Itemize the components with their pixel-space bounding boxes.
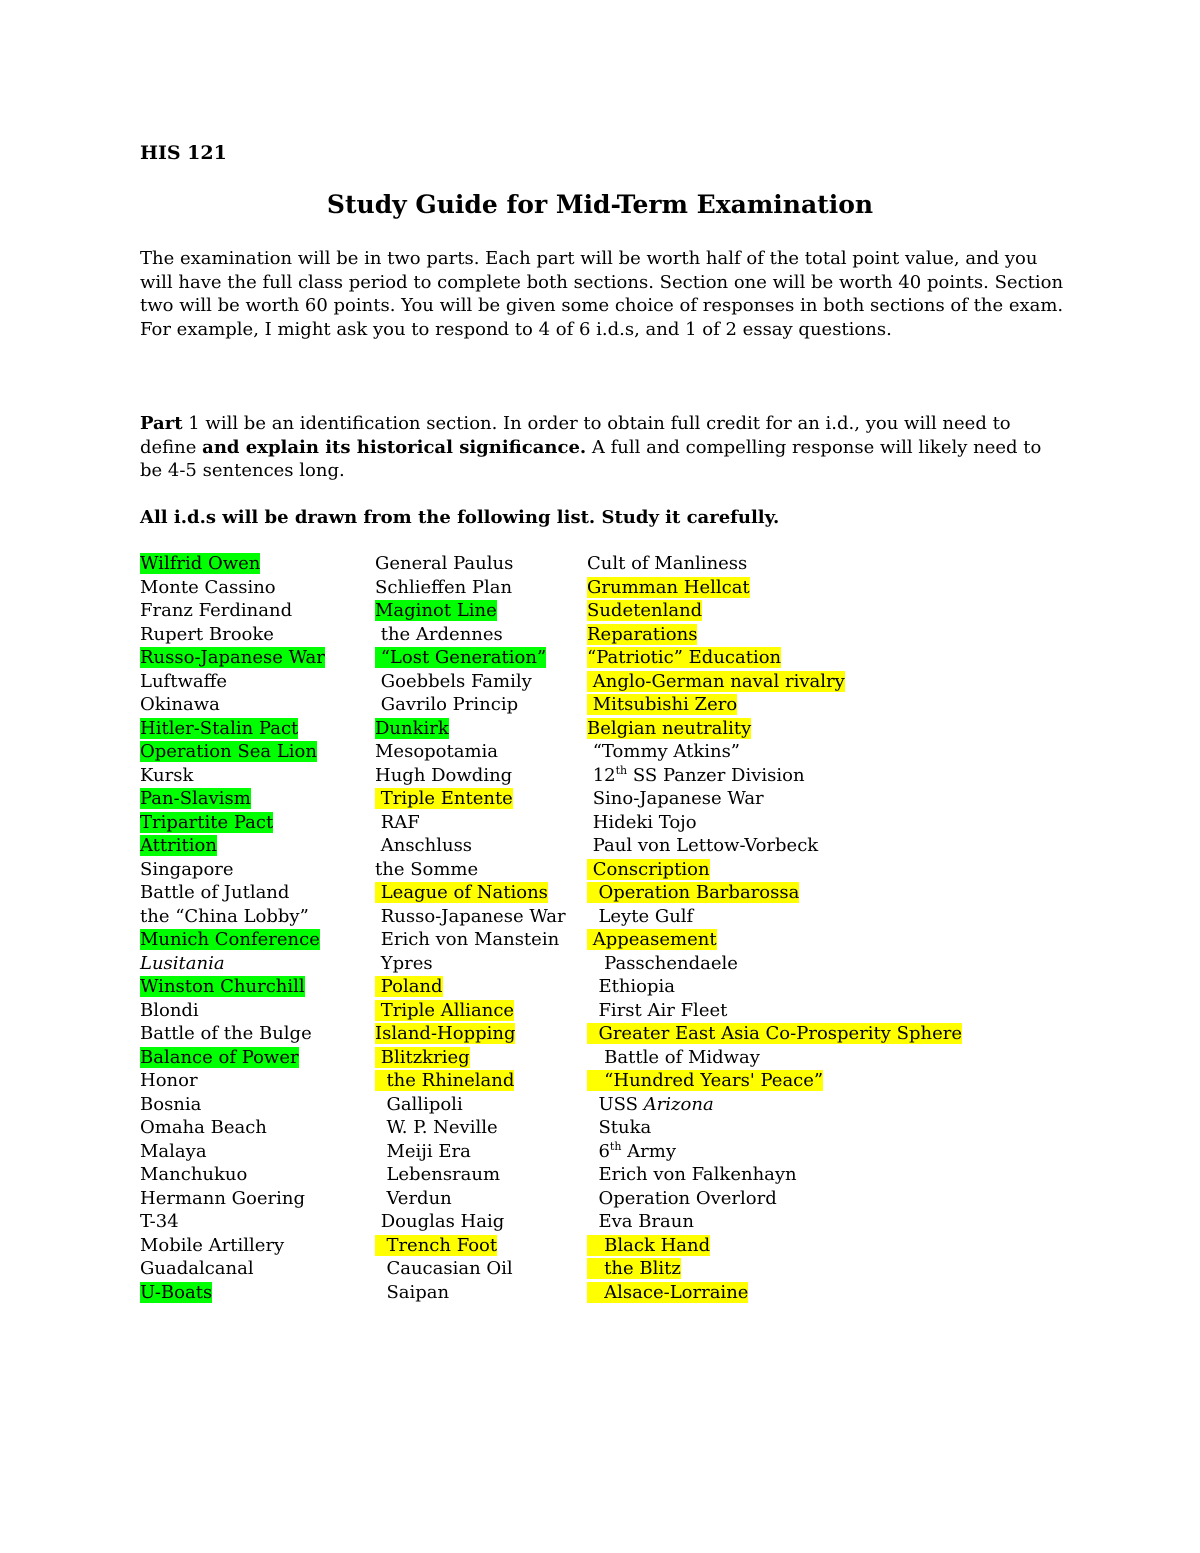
list-item xyxy=(587,1046,962,1070)
term-text: Sino-Japanese War xyxy=(587,788,764,809)
list-item xyxy=(140,999,325,1023)
list-item xyxy=(140,1234,325,1258)
term-text: Hideki Tojo xyxy=(587,811,697,833)
list-item xyxy=(587,858,962,882)
list-item xyxy=(140,1046,325,1070)
term-text xyxy=(587,1094,714,1115)
term-text: Douglas Haig xyxy=(375,1211,505,1232)
term-text: Guadalcanal xyxy=(140,1258,254,1279)
list-item xyxy=(375,764,566,788)
term-text: Blitzkrieg xyxy=(375,1046,470,1068)
term-text: Battle of Midway xyxy=(587,1046,760,1068)
list-item xyxy=(375,623,566,647)
list-item xyxy=(140,1093,325,1117)
term-text: Monte Cassino xyxy=(140,576,276,598)
list-item xyxy=(587,975,962,999)
term-text: Anschluss xyxy=(375,835,473,856)
term-text: Battle of Jutland xyxy=(140,882,290,903)
list-item xyxy=(140,1257,325,1281)
term-text: Hitler-Stalin Pact xyxy=(140,717,299,739)
term-text: Goebbels Family xyxy=(375,670,532,692)
term-text: Battle of the Bulge xyxy=(140,1023,312,1044)
term-text: Manchukuo xyxy=(140,1164,248,1185)
list-item xyxy=(140,858,325,882)
term-text: Hermann Goering xyxy=(140,1187,306,1209)
term-text: Verdun xyxy=(375,1187,452,1209)
term-text: Operation Barbarossa xyxy=(587,882,800,903)
list-item xyxy=(587,1140,962,1164)
term-text: Wilfrid Owen xyxy=(140,553,261,574)
term-text: Russo-Japanese War xyxy=(140,647,325,668)
term-text: Appeasement xyxy=(587,929,717,950)
term-text: Black Hand xyxy=(587,1234,711,1256)
term-text xyxy=(587,1141,676,1162)
term-prefix: USS xyxy=(587,1093,644,1115)
term-text: Saipan xyxy=(375,1281,450,1303)
term-text: Ypres xyxy=(375,952,433,974)
term-text: Trench Foot xyxy=(375,1234,498,1256)
list-item xyxy=(375,811,566,835)
list-item xyxy=(587,740,962,764)
list-item xyxy=(140,1210,325,1234)
term-text: Erich von Falkenhayn xyxy=(587,1164,797,1185)
intro-paragraph: The examination will be in two parts. Each part will be worth half of the total point value, and you will have the full class period to complete both sections. Section one will be worth 40 points. Section two will be worth 60 points. You will be given some choice of responses in both sections of the exam. For example, I might ask you to respond to 4 of 6 i.d.s, and 1 of 2 essay questions. xyxy=(140,248,1064,340)
list-item xyxy=(587,1116,962,1140)
term-text: the Somme xyxy=(375,858,479,880)
term-text: the Ardennes xyxy=(375,623,503,645)
list-item xyxy=(587,599,962,623)
term-text: Sudetenland xyxy=(587,600,703,621)
term-text: Pan-Slavism xyxy=(140,788,251,809)
list-item xyxy=(587,646,962,670)
term-text xyxy=(587,765,805,786)
list-item xyxy=(375,552,566,576)
list-item xyxy=(587,1257,962,1281)
list-item xyxy=(140,1163,325,1187)
list-item xyxy=(375,740,566,764)
list-item xyxy=(587,1234,962,1258)
list-item xyxy=(375,905,566,929)
list-item xyxy=(140,787,325,811)
list-item xyxy=(140,576,325,600)
term-text: Island-Hopping xyxy=(375,1023,516,1044)
list-item xyxy=(587,1210,962,1234)
term-superscript: th xyxy=(609,1139,622,1153)
term-text: Lebensraum xyxy=(375,1164,501,1185)
term-rest: Army xyxy=(621,1140,676,1162)
term-text: the Blitz xyxy=(587,1258,681,1279)
list-item xyxy=(587,881,962,905)
list-item xyxy=(375,1069,566,1093)
term-text: Franz Ferdinand xyxy=(140,600,293,621)
list-item xyxy=(375,787,566,811)
part1-text-b: A full and compelling response will likely need to be 4-5 sentences long. xyxy=(140,436,1042,481)
term-text: Triple Alliance xyxy=(375,999,515,1021)
list-item xyxy=(140,623,325,647)
term-text: General Paulus xyxy=(375,553,514,574)
list-item xyxy=(140,599,325,623)
term-text: Alsace-Lorraine xyxy=(587,1281,749,1303)
list-item xyxy=(375,599,566,623)
term-text: Luftwaffe xyxy=(140,670,228,692)
list-item xyxy=(587,717,962,741)
list-item xyxy=(375,1210,566,1234)
list-item xyxy=(587,623,962,647)
term-text: Stuka xyxy=(587,1117,652,1138)
list-item xyxy=(140,1187,325,1211)
list-item xyxy=(375,693,566,717)
term-text: Passchendaele xyxy=(587,952,738,974)
term-text: Grumman Hellcat xyxy=(587,576,750,598)
list-item xyxy=(140,1116,325,1140)
term-text: Triple Entente xyxy=(375,788,513,809)
list-item xyxy=(375,834,566,858)
term-text: Munich Conference xyxy=(140,929,320,950)
list-item xyxy=(140,881,325,905)
list-item xyxy=(375,1046,566,1070)
list-item xyxy=(375,646,566,670)
list-heading: All i.d.s will be drawn from the following list. Study it carefully. xyxy=(140,507,780,528)
list-item xyxy=(375,717,566,741)
list-item xyxy=(140,1069,325,1093)
term-text: Caucasian Oil xyxy=(375,1258,513,1279)
list-item xyxy=(375,858,566,882)
list-item xyxy=(140,717,325,741)
term-base: 6 xyxy=(587,1140,610,1162)
list-item xyxy=(375,670,566,694)
list-item xyxy=(587,1069,962,1093)
part1-text-a: 1 will be an identification section. In order to obtain full credit for an i.d., you will need to define xyxy=(140,413,1011,458)
list-item xyxy=(587,576,962,600)
term-text: Tripartite Pact xyxy=(140,811,274,833)
term-text: Omaha Beach xyxy=(140,1117,267,1138)
list-item xyxy=(375,952,566,976)
term-text: Operation Sea Lion xyxy=(140,741,317,762)
term-text: Hugh Dowding xyxy=(375,764,513,786)
list-item xyxy=(587,693,962,717)
list-item xyxy=(375,1281,566,1305)
list-item xyxy=(140,740,325,764)
term-text: Attrition xyxy=(140,835,217,856)
list-item xyxy=(587,1163,962,1187)
term-text: Erich von Manstein xyxy=(375,929,560,950)
term-text: First Air Fleet xyxy=(587,999,728,1021)
list-item xyxy=(140,975,325,999)
term-text: Schlieffen Plan xyxy=(375,576,513,598)
list-item xyxy=(375,1163,566,1187)
term-text: Leyte Gulf xyxy=(587,905,694,927)
list-item xyxy=(587,1281,962,1305)
list-item xyxy=(375,576,566,600)
term-text: W. P. Neville xyxy=(375,1117,498,1138)
term-text: Mobile Artillery xyxy=(140,1234,285,1256)
term-text: Gallipoli xyxy=(375,1093,463,1115)
term-text: Conscription xyxy=(587,858,710,880)
term-rest: SS Panzer Division xyxy=(627,764,805,786)
term-base: 12 xyxy=(587,764,616,786)
term-text: Meiji Era xyxy=(375,1140,471,1162)
list-item xyxy=(587,834,962,858)
term-text: Mesopotamia xyxy=(375,741,499,762)
list-item xyxy=(587,811,962,835)
term-text: “Tommy Atkins” xyxy=(587,741,741,762)
list-item xyxy=(375,1187,566,1211)
term-text: Honor xyxy=(140,1070,198,1091)
list-item xyxy=(375,975,566,999)
term-superscript: th xyxy=(615,763,628,777)
list-item xyxy=(375,1257,566,1281)
list-item xyxy=(587,905,962,929)
term-text: Poland xyxy=(375,976,443,997)
list-item xyxy=(140,1281,325,1305)
page-title: Study Guide for Mid-Term Examination xyxy=(326,190,874,219)
term-text: Cult of Manliness xyxy=(587,553,748,574)
list-item xyxy=(587,764,962,788)
term-text: Paul von Lettow-Vorbeck xyxy=(587,835,819,856)
term-text: Balance of Power xyxy=(140,1046,299,1068)
list-item xyxy=(140,764,325,788)
term-text: Malaya xyxy=(140,1140,207,1162)
list-item xyxy=(375,1093,566,1117)
term-text: League of Nations xyxy=(375,882,548,903)
term-text: T-34 xyxy=(140,1211,179,1232)
term-text: Winston Churchill xyxy=(140,976,305,997)
list-item xyxy=(375,1234,566,1258)
term-text: Ethiopia xyxy=(587,976,676,997)
term-text: Kursk xyxy=(140,764,194,786)
id-list-column-3 xyxy=(587,552,962,1304)
term-text: “Hundred Years' Peace” xyxy=(587,1070,824,1091)
term-text: Dunkirk xyxy=(375,717,449,739)
list-item xyxy=(587,999,962,1023)
term-italic: Arizona xyxy=(643,1093,714,1115)
list-item xyxy=(587,552,962,576)
list-item xyxy=(140,693,325,717)
term-text: Eva Braun xyxy=(587,1211,694,1232)
term-text: Rupert Brooke xyxy=(140,623,274,645)
term-text: Operation Overlord xyxy=(587,1187,777,1209)
list-item xyxy=(375,1140,566,1164)
list-item xyxy=(140,811,325,835)
part1-paragraph xyxy=(140,412,1065,483)
term-text: Blondi xyxy=(140,999,199,1021)
part1-label: Part xyxy=(140,413,183,434)
term-text: Belgian neutrality xyxy=(587,717,752,739)
term-text: Reparations xyxy=(587,623,698,645)
term-text: Okinawa xyxy=(140,694,220,715)
list-item xyxy=(587,928,962,952)
term-text: the “China Lobby” xyxy=(140,905,309,927)
course-code: HIS 121 xyxy=(140,142,227,164)
term-text: Russo-Japanese War xyxy=(375,905,566,927)
list-item xyxy=(140,905,325,929)
list-item xyxy=(140,646,325,670)
term-text: Lusitania xyxy=(140,952,225,974)
term-text: Maginot Line xyxy=(375,600,497,621)
list-item xyxy=(587,670,962,694)
id-list-column-1 xyxy=(140,552,325,1304)
term-text: Gavrilo Princip xyxy=(375,694,519,715)
term-text: Singapore xyxy=(140,858,234,880)
list-item xyxy=(587,1187,962,1211)
list-item xyxy=(140,1022,325,1046)
term-text: Mitsubishi Zero xyxy=(587,694,738,715)
list-item xyxy=(140,952,325,976)
list-item xyxy=(140,552,325,576)
list-item xyxy=(140,928,325,952)
term-text: “Lost Generation” xyxy=(375,647,547,668)
id-list-column-2 xyxy=(375,552,566,1304)
list-item xyxy=(375,928,566,952)
term-text: Greater East Asia Co-Prosperity Sphere xyxy=(587,1023,963,1044)
list-item xyxy=(587,1093,962,1117)
list-item xyxy=(375,999,566,1023)
list-item xyxy=(587,1022,962,1046)
list-item xyxy=(140,670,325,694)
term-text: Anglo-German naval rivalry xyxy=(587,670,845,692)
list-item xyxy=(140,834,325,858)
list-item xyxy=(375,881,566,905)
term-text: “Patriotic” Education xyxy=(587,647,782,668)
list-item xyxy=(375,1022,566,1046)
term-text: U-Boats xyxy=(140,1281,213,1303)
list-item xyxy=(587,952,962,976)
term-text: Bosnia xyxy=(140,1093,202,1115)
list-item xyxy=(587,787,962,811)
term-text: the Rhineland xyxy=(375,1070,515,1091)
list-item xyxy=(375,1116,566,1140)
term-text: RAF xyxy=(375,811,420,833)
part1-emphasis: and explain its historical significance. xyxy=(202,436,587,458)
list-item xyxy=(140,1140,325,1164)
